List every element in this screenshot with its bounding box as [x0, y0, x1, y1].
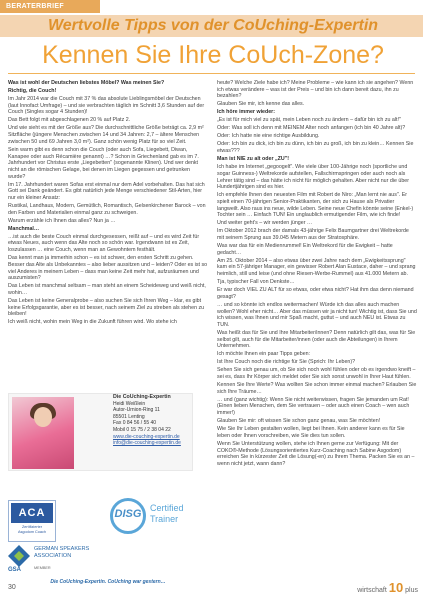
left-column-paragraph: Rustikal, Landhaus, Modern, Gemütlich, Romantisch, Gelsenkirchener Barock – von den Farben und Materialien einmal ganz zu schweigen. [8, 203, 206, 216]
contact-box [8, 393, 193, 471]
aca-logo-caption [10, 525, 54, 534]
right-column-paragraph: Ich möchte Ihnen ein paar Tipps geben: [217, 351, 311, 358]
left-column-paragraph: Das Leben ist manchmal seltsam – man steht an einem Scheideweg und weiß nicht, wohin… [8, 283, 206, 296]
disg-caption [150, 503, 184, 525]
right-column-paragraph: Und weiter geht's – wir werden jünger … [217, 220, 313, 227]
page-number: 30 [8, 584, 16, 591]
gsa-name [34, 546, 89, 559]
author-photo-face [34, 407, 52, 427]
disg-caption-line1: Certified [150, 503, 184, 513]
left-column-paragraph: Warum erzähle ich Ihnen das alles? Nun ja … [8, 217, 116, 224]
gsa-name-line2: ASSOCIATION [34, 552, 72, 559]
right-column-paragraph: Ich höre immer wieder: [217, 109, 275, 116]
left-column-paragraph: Im 17. Jahrhundert waren Sofas erst einmal nur dem Adel vorbehalten. Das hat sich Gott sei Dank geändert. Es gibt natürlich jede Menge verschiedener Stil-Arten, hier nur ein kleiner Ansatz: [8, 181, 205, 202]
right-column-paragraph: Was war das für ein Medienrummel! Ein Weltrekord für die Ewigkeit – hatte gedacht… [217, 243, 393, 256]
right-column-paragraph: Glauben Sie mir: oft wissen Sie schon ganz genau, was Sie möchten! [217, 418, 381, 425]
left-column-paragraph: Manchmal… [8, 225, 40, 232]
gsa-acronym: GSA [8, 567, 22, 573]
aca-caption-line2: Asgodom Coach [17, 529, 47, 534]
right-column-paragraph: Ich empfehle Ihnen den neuesten Film mit Robert de Niro: „Man lernt nie aus". Er spielt einen 70-jährigen Senior-Praktikanten, der sich zu Hause als Privatier langweilt. Also raus ins neue, wilde Leben. Seine neue Chefin könnte seine (Enkel-) Tochter sein … Einfach TUN! Ein unglaublich ermutigender Film, wie ich finde! [217, 192, 414, 219]
left-column-paragraph: Und wie sieht es mit der Größe aus? Die durchschnittliche Größe beträgt ca. 2,9 m² Sitzfläche (jüngere Menschen zwischen 14 und 34 Jahren: 2,7 – ältere Menschen zwischen 50 und 69 Jahren 3,0 m²). Ganz schön wenig Platz für so viel Zeit. [8, 125, 204, 145]
right-column-paragraph: Oder: Ich hatte nie eine richtige Ausbildung. [217, 133, 320, 140]
contact-website-link[interactable]: www.die-couching-expertin.de [113, 433, 180, 440]
headline-divider [8, 73, 415, 74]
right-column-paragraph: Im Oktober 2012 brach der damals 43-jährige Felix Baumgartner drei Weltrekorde mit seinem Sprung aus 39.045 Metern aus der Stratosphäre. [217, 228, 409, 242]
contact-mobile: Mobil 0 15 75 / 2 38 04 22 [113, 426, 171, 433]
left-column-paragraph: Ich weiß nicht, wohin mein Weg in die Zukunft führen wird. Wo stehe ich [8, 319, 177, 326]
contact-street: Autor-Urnion-Ring 11 [113, 407, 160, 414]
left-column-paragraph: Das Bett folgt mit abgeschlagenen 20 % auf Platz 2. [8, 117, 131, 124]
right-column-paragraph: Ich habe im Internet „gegoogelt". Wie viele über 100-Jährige noch (sportliche und sogar Guinness-) Weltrekorde aufstellen, Fallschirmspringen oder auch noch als Lehrer tätig sind – das hätte ich nicht für möglich gehalten. Aber nicht nur die über Hundertjährigen sind es hier. [217, 164, 409, 191]
contact-city: 85501 Lenting [113, 413, 145, 420]
contact-email-link[interactable]: info@die-couching-expertin.de [113, 440, 181, 447]
magazine-issue: 10 [388, 580, 404, 595]
disg-certified-trainer-logo [110, 498, 220, 538]
contact-heading: Die CoUching-Expertin [113, 394, 171, 400]
right-column-paragraph: Oder: Ich bin zu dick, ich bin zu dünn, ich bin zu groß, ich bin zu klein… Kennen Sie etwas??? [217, 141, 414, 155]
article-headline: Kennen Sie Ihre CoUch-Zone? [42, 41, 384, 69]
right-column-paragraph: Sehen Sie sich genau um, ob Sie sich noch wohl fühlen oder ob es irgendwo kneift – sei es, dass Ihr Körper sich meldet oder Sie sich sonst unwohl in Ihrer Haut fühlen. [217, 367, 416, 381]
right-column-paragraph: Was heißt das für Sie und Ihre Mitarbeiter/innen? Denn natürlich gilt das, was für Sie selbst gilt, auch für die Mitarbeiter/innen (oder auch die Abteilungen) in Ihrem Unternehmen. [217, 329, 416, 350]
contact-name: Heidi Weißlein [113, 400, 146, 407]
right-column-paragraph: … und so könnte ich endlos weitermachen! Würde ich das alles auch machen wollen? Wohl eher nicht… Aber das müssen wir ja nicht tun! Wichtig ist, dass Sie und ich wissen, was Ihnen und mir Spaß macht, guttut – und auch NEU ist. Etwas zu TUN. [217, 301, 417, 328]
left-column-paragraph: …ist auch die beste Couch einmal durchgesessen, reißt auf – und es wird Zeit für etwas Neues, auch wenn das Alte noch so schön war. Irgendwann ist es Zeit, loszulassen … eine Couch, wenn man an Gewohntem festhält. [8, 233, 200, 254]
right-column-paragraph: Ist Ihre Couch noch die richtige für Sie (Sprich: Ihr Leben)? [217, 359, 356, 366]
right-column-paragraph: Glauben Sie mir, ich kenne das alles. [217, 101, 305, 108]
expert-tagline: Die CoUching-Expertin. CoUching war gestern… [50, 579, 166, 585]
left-column-paragraph: Im Jahr 2014 war die Couch mit 37 % das absolute Lieblingsmöbel der Deutschen (laut Innofact Umfrage) – und sie verbrachten täglich im Schnitt 3,6 Stunden auf der Couch (Singles sogar 4 Stunden)! [8, 96, 205, 116]
right-column-paragraph: Oder: Was soll ich denn mit MEINEM Alter noch anfangen (ich bin 40 Jahre alt)? [217, 125, 406, 132]
right-column-paragraph: Man ist NIE zu alt oder „ZU"! [217, 156, 289, 163]
article-left-column [8, 80, 208, 327]
right-column-paragraph: heute? Welche Ziele habe ich? Meine Probleme – wie kann ich sie angehen? Wenn ich etwas verändere – was ist der Preis – und bin ich dann bereit dazu, ihn zu bezahlen? [217, 80, 414, 100]
gsa-logo [8, 545, 128, 573]
gsa-member-label: MEMBER [34, 566, 51, 570]
magazine-plus: plus [405, 587, 418, 594]
right-column-paragraph: „Es ist für mich viel zu spät, mein Leben noch zu ändern – dafür bin ich zu alt!" [217, 117, 401, 124]
magazine-footer [318, 580, 418, 595]
disg-mark: DISG [114, 508, 142, 520]
right-column-paragraph: Kennen Sie Ihre Werte? Was wollten Sie schon immer einmal machen? Erlauben Sie sich Ihre Träume… [217, 382, 417, 395]
aca-logo-word: ACA [11, 503, 53, 523]
article-right-column [217, 80, 417, 469]
section-tag: BERATERBRIEF [0, 0, 100, 13]
gsa-name-line1: GERMAN SPEAKERS [34, 546, 90, 552]
aca-logo [8, 500, 56, 542]
right-column-paragraph: Wie Sie Ihr Leben gestalten wollen, liegt bei Ihnen. Kein anderer kann es für Sie leben oder Ihnen vorschreiben, wie Sie dies tun sollen. [217, 426, 405, 439]
right-column-paragraph: … und (ganz wichtig): Wenn Sie nicht weiterwissen, fragen Sie jemanden um Rat! (Einen lieben Menschen, dem Sie vertrauen – oder auch einen Coach – wen auch immer!) [217, 396, 410, 417]
magazine-name: wirtschaft [357, 587, 387, 594]
left-column-paragraph: Sein warm gibt es denn schon die Couch (oder auch Sofa, Liegebett, Diwan, Kanapee oder auch Récamière genannt) …? Schon in Griechenland gab es im 7. Jahrhundert vor Christus erste „Liegebetten" (sogenannte Klinen). Und wer denkt nicht an die römischen Gelage, bei denen im Liegen gegessen und getrunken wurde? [8, 146, 199, 180]
author-photo [12, 397, 74, 469]
left-column-paragraph: Richtig, die Couch! [8, 88, 57, 94]
right-column-paragraph: Er war doch VIEL ZU ALT für so etwas, oder etwa nicht? Hat ihm das denn niemand gesagt? [217, 287, 414, 300]
right-column-paragraph: Am 25. Oktober 2014 – also etwas über zwei Jahre nach dem „Ewigkeitssprung" kam ein 57-jähriger Manager, ein gewisser Robert Alan Eustace, daher – und sprang heimlich, still und leise (und ohne Riesen-Werbe-Rummel) aus 41.000 Metern ab. [217, 257, 416, 278]
right-column-paragraph: Wenn Sie Unterstützung wollen, stehe ich Ihnen gerne zur Verfügung: Mit der COKO®-Methode (Lösungsorientiertes Kurz-Coaching nach Sabine Asgodom) erreichen Sie in kürzester Zeit die Lösung(-en) zu Ihrem Thema. Packen Sie es an – wenn nicht jetzt, wann dann? [217, 440, 415, 467]
left-column-paragraph: Was ist wohl der Deutschen liebstes Möbel? Was meinen Sie? [8, 80, 165, 86]
left-column-paragraph: Das Leben ist keine Generalprobe – also suchen Sie sich Ihren Weg – klar, es gibt keine Erfolgsgarantie, aber es ist besser, nach seinem Ziel zu streben als stehen zu bleiben! [8, 297, 205, 318]
disg-caption-line2: Trainer [150, 514, 179, 524]
right-column-paragraph: Tja, typischer Fall von Denkste… [217, 279, 295, 286]
contact-details [113, 394, 193, 447]
aca-caption-line1: Zertifizierter [21, 525, 43, 529]
contact-fax: Fax 0 84 56 / 55 40 [113, 420, 157, 427]
left-column-paragraph: Das kennt man ja immerhin schon – es ist schwer, den ersten Schritt zu gehen. Besser das Alte als Unbekanntes – also lieber aussitzen und – leiden? Oder es ist so viel Anderes in meinem Leben – dass man keine Zeit mehr hat, aufzuräumen und auszumisten? [8, 255, 208, 282]
banner-title: Wertvolle Tipps von der CoUching-Expertin [47, 17, 379, 34]
